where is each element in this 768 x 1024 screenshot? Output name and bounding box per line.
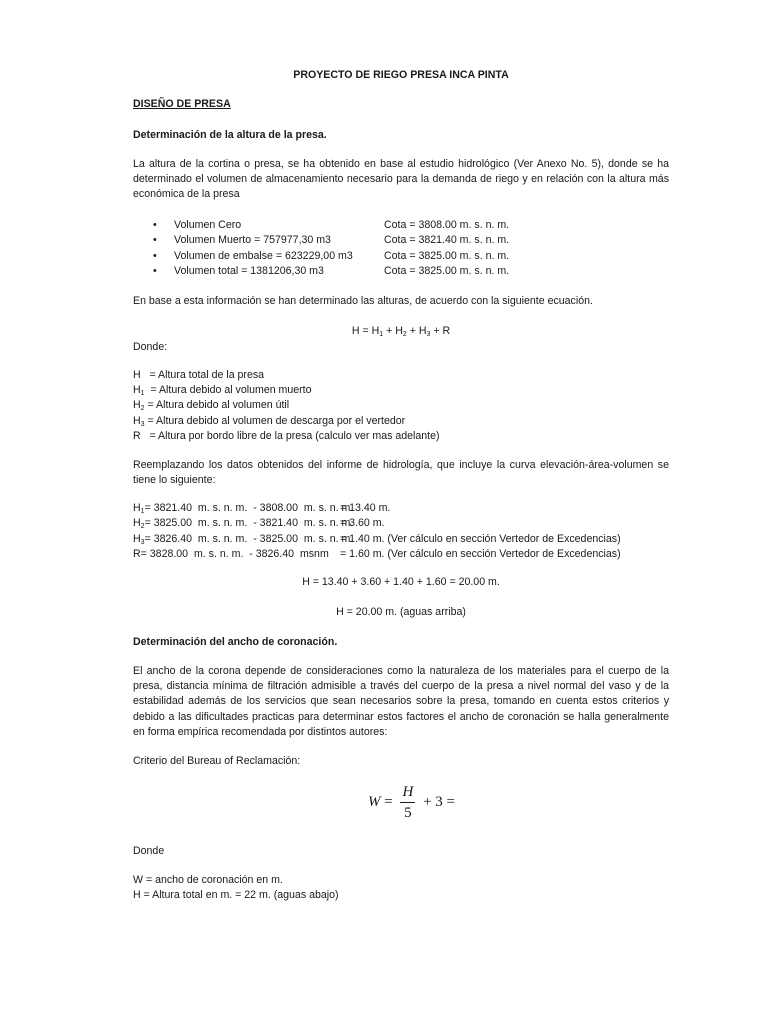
subsection-title-ancho: Determinación del ancho de coronación.: [133, 636, 338, 648]
paragraph-altura-intro: La altura de la cortina o presa, se ha obtenido en base al estudio hidrológico (Ver Anexo No. 5), donde se ha determinado el volumen de almacenamiento necesario para la demanda de riego y en relación con la altura más económica de la presa: [133, 158, 669, 201]
bullet-icon: •: [153, 249, 157, 262]
list-item: • Volumen Muerto = 757977,30 m3 Cota = 3821.40 m. s. n. m.: [133, 233, 669, 248]
height-sum: H = 13.40 + 3.60 + 1.40 + 1.60 = 20.00 m.: [302, 576, 500, 588]
volume-list: [133, 218, 669, 279]
definition-row: $H_3$ = Altura debido al volumen de descarga por el vertedor: [133, 414, 406, 428]
calc-row: R= 3828.00 m. s. n. m. - 3826.40 msnm = 1.60 m. (Ver cálculo en sección Vertedor de Excedencias): [133, 547, 621, 560]
list-item: • Volumen total = 1381206,30 m3 Cota = 3825.00 m. s. n. m.: [133, 264, 669, 279]
paragraph-ecuacion: En base a esta información se han determinado las alturas, de acuerdo con la siguiente ecuación.: [133, 295, 593, 307]
list-item: • Volumen de embalse = 623229,00 m3 Cota = 3825.00 m. s. n. m.: [133, 249, 669, 264]
bullet-icon: •: [153, 234, 157, 247]
height-result: H = 20.00 m. (aguas arriba): [336, 606, 466, 618]
donde-label-2: Donde: [133, 845, 165, 857]
calc-row: $H_3= 3826.40$ m. s. n. m. - 3825.00 m. s. n. m. = 1.40 m. (Ver cálculo en sección Vertedor de Excedencias): [133, 532, 621, 546]
definition-row: H = Altura total de la presa: [133, 369, 265, 381]
section-title: DISEÑO DE PRESA: [133, 98, 231, 110]
height-calculations: [133, 501, 669, 562]
definition-row: $H_1$ = Altura debido al volumen muerto: [133, 384, 312, 398]
donde-label: Donde:: [133, 341, 168, 353]
paragraph-ancho: El ancho de la corona depende de consideraciones como la naturaleza de los materiales para el cuerpo de la presa, distancia mínima de filtración admisible a través del cuerpo de la presa a nivel normal del vaso y de la estabilidad además de los servicios que sean necesarios sobre la presa, tomando en cuenta estos criterios y debido a las dificultades practicas para determinar estos factores el ancho de coronación se halla generalmente en forma empírica recomendada por distintos autores:: [133, 665, 669, 738]
criterio-label: Criterio del Bureau of Reclamación:: [133, 755, 301, 767]
bullet-icon: •: [153, 219, 157, 231]
w-definition: W = ancho de coronación en m.: [133, 874, 283, 886]
h-definition: H = Altura total en m. = 22 m. (aguas abajo): [133, 889, 339, 901]
document-title: PROYECTO DE RIEGO PRESA INCA PINTA: [293, 69, 509, 81]
definition-row: $H_2$ = Altura debido al volumen útil: [133, 399, 290, 413]
bullet-icon: •: [153, 264, 157, 277]
list-item: • Volumen Cero Cota = 3808.00 m. s. n. m.: [133, 218, 669, 233]
definition-row: R = Altura por bordo libre de la presa (calculo ver mas adelante): [133, 429, 440, 442]
crest-width-formula: W = $\frac{H}{5}$ + 3 =: [368, 784, 455, 821]
fraction: $\frac{H}{5}$: [402, 784, 414, 821]
paragraph-reemplazando: Reemplazando los datos obtenidos del informe de hidrología, que incluye la curva elevación-área-volumen se tiene lo siguiente:: [133, 459, 669, 487]
variable-definitions: [133, 368, 669, 444]
subsection-title-altura: Determinación de la altura de la presa.: [133, 129, 327, 141]
calc-row: $H_1= 3821.40$ m. s. n. m. - 3808.00 m. s. n. m. = 13.40 m.: [133, 502, 391, 515]
height-equation: $H = H_1 + H_2 + H_3 + R$: [351, 325, 451, 338]
calc-row: $H_2= 3825.00$ m. s. n. m. - 3821.40 m. s. n. m. = 3.60 m.: [133, 517, 385, 531]
